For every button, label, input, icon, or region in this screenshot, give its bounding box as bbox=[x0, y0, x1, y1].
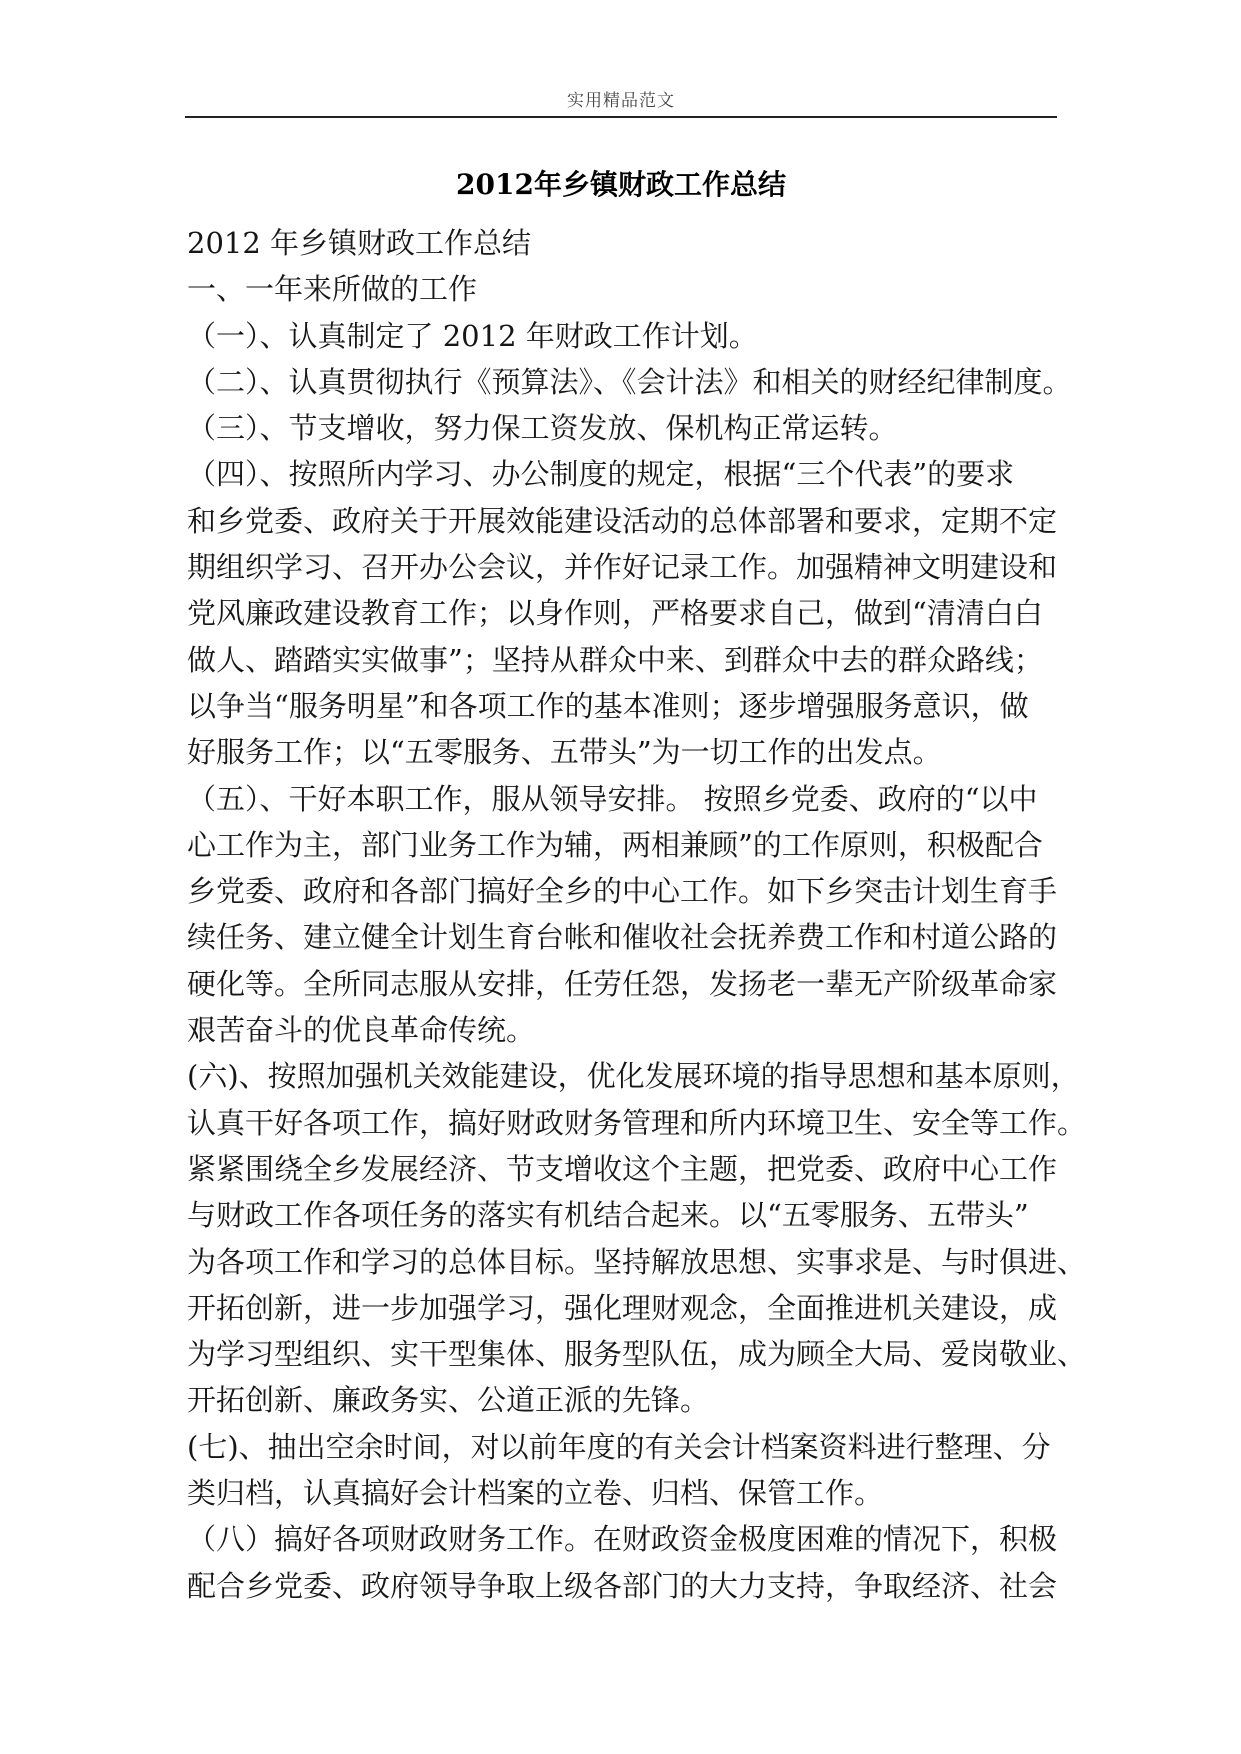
body-line: 2012 年乡镇财政工作总结 bbox=[187, 226, 532, 260]
body-line: 期组织学习、召开办公会议，并作好记录工作。加强精神文明建设和 bbox=[187, 550, 1058, 585]
document-body bbox=[187, 220, 1087, 1609]
body-line: （五）、干好本职工作，服从领导安排。 按照乡党委、政府的“以中 bbox=[187, 781, 1038, 816]
body-line: 配合乡党委、政府领导争取上级各部门的大力支持，争取经济、社会 bbox=[187, 1568, 1058, 1603]
body-line: 做人、踏踏实实做事”；坚持从群众中来、到群众中去的群众路线； bbox=[187, 642, 1043, 677]
body-line: （四）、按照所内学习、办公制度的规定，根据“三个代表”的要求 bbox=[187, 457, 1015, 492]
body-line: 为学习型组织、实干型集体、服务型队伍，成为顾全大局、爱岗敬业、 bbox=[187, 1337, 1087, 1372]
body-line: 和乡党委、政府关于开展效能建设活动的总体部署和要求，定期不定 bbox=[187, 503, 1058, 538]
body-line: （二）、认真贯彻执行《预算法》、《会计法》和相关的财经纪律制度。 bbox=[187, 364, 1072, 399]
body-line: 以争当“服务明星”和各项工作的基本准则；逐步增强服务意识，做 bbox=[187, 688, 1029, 723]
document-title: 2012年乡镇财政工作总结 bbox=[456, 168, 786, 201]
body-line: 开拓创新，进一步加强学习，强化理财观念，全面推进机关建设，成 bbox=[187, 1290, 1058, 1325]
body-line: 开拓创新、廉政务实、公道正派的先锋。 bbox=[187, 1383, 710, 1418]
page-header: 实用精品范文 bbox=[567, 91, 675, 111]
body-line: 乡党委、政府和各部门搞好全乡的中心工作。如下乡突击计划生育手 bbox=[187, 874, 1058, 909]
body-line: 认真干好各项工作，搞好财政财务管理和所内环境卫生、安全等工作。 bbox=[187, 1105, 1087, 1140]
body-line: 一、一年来所做的工作 bbox=[187, 272, 478, 307]
body-line: 类归档，认真搞好会计档案的立卷、归档、保管工作。 bbox=[187, 1476, 884, 1511]
body-line: (六)、按照加强机关效能建设，优化发展环境的指导思想和基本原则， bbox=[187, 1059, 1080, 1094]
body-line: (七)、抽出空余时间，对以前年度的有关会计档案资料进行整理、分 bbox=[187, 1429, 1051, 1464]
body-line: 心工作为主，部门业务工作为辅，两相兼顾”的工作原则，积极配合 bbox=[187, 827, 1043, 862]
body-line: 紧紧围绕全乡发展经济、节支增收这个主题，把党委、政府中心工作 bbox=[187, 1151, 1058, 1186]
body-line: 艰苦奋斗的优良革命传统。 bbox=[187, 1013, 536, 1048]
body-line: 好服务工作；以“五零服务、五带头”为一切工作的出发点。 bbox=[187, 735, 942, 770]
body-line: 与财政工作各项任务的落实有机结合起来。以“五零服务、五带头” bbox=[187, 1198, 1029, 1233]
body-line: （三）、节支增收，努力保工资发放、保机构正常运转。 bbox=[187, 411, 898, 446]
body-line: 党风廉政建设教育工作；以身作则，严格要求自己，做到“清清白白 bbox=[187, 596, 1043, 631]
body-line: （一）、认真制定了 2012 年财政工作计划。 bbox=[187, 318, 758, 353]
header-divider bbox=[185, 116, 1057, 118]
body-line: （八）搞好各项财政财务工作。在财政资金极度困难的情况下，积极 bbox=[187, 1522, 1058, 1557]
body-line: 为各项工作和学习的总体目标。坚持解放思想、实事求是、与时俱进、 bbox=[187, 1244, 1087, 1279]
body-line: 硬化等。全所同志服从安排，任劳任怨，发扬老一辈无产阶级革命家 bbox=[187, 966, 1058, 1001]
body-line: 续任务、建立健全计划生育台帐和催收社会抚养费工作和村道公路的 bbox=[187, 920, 1058, 955]
